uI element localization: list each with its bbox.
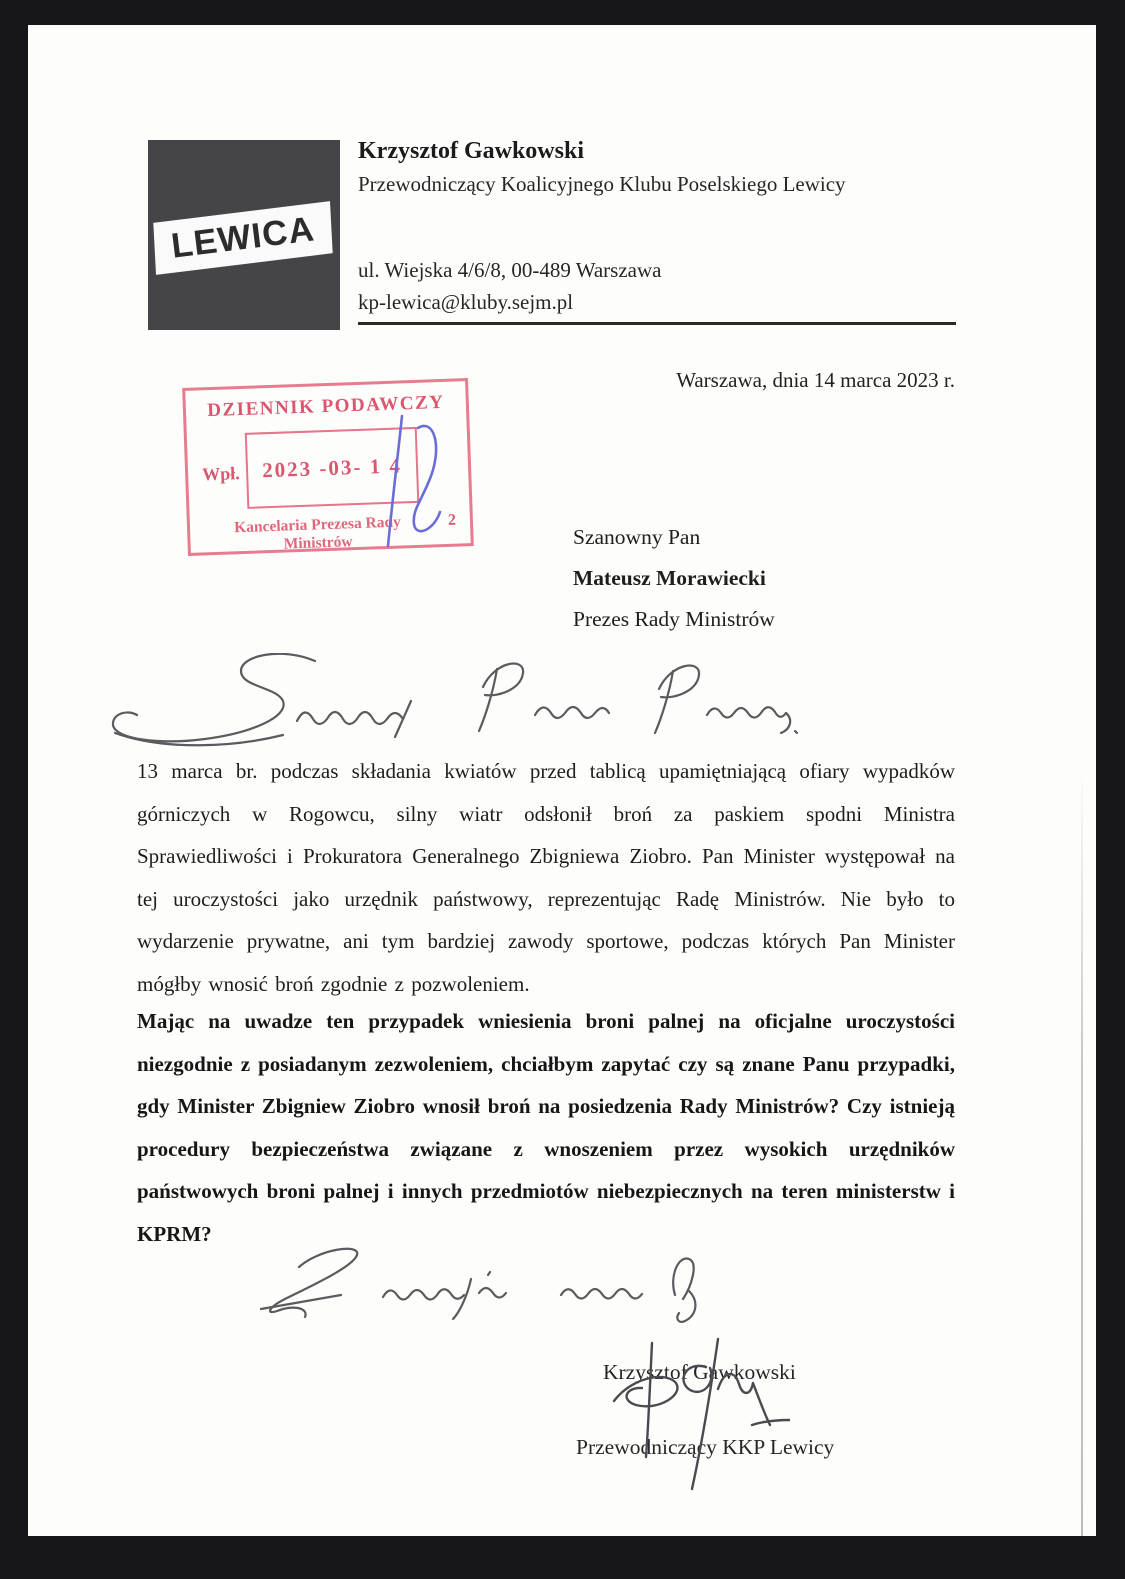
letterhead-address: ul. Wiejska 4/6/8, 00-489 Warszawa [358, 258, 662, 282]
body-paragraph-2: Mając na uwadze ten przypadek wniesienia broni palnej na oficjalne uroczystości niezgodnie z posiadanym zezwoleniem, chciałbym zapytać czy są znane Panu przypadki, gdy Minister Zbigniew Ziobro wnosił broń na posiedzenia Rady Ministrów? Czy istnieją procedury bezpieczeństwa związane z wnoszeniem przez wysokich urzędników państwowych broni palnej i innych przedmiotów niebezpiecznych na teren ministerstw i KPRM? [137, 1009, 955, 1246]
stamp-received-label: Wpł. [201, 463, 241, 485]
handwritten-greeting [105, 653, 800, 753]
recipient-name: Mateusz Morawiecki [573, 566, 766, 590]
scan-artifact-line [1081, 765, 1083, 1536]
stamp-title: DZIENNIK PODAWCZY [207, 391, 445, 422]
lewica-logo [148, 140, 340, 330]
stamp-office-name: Kancelaria Prezesa Rady Ministrów [233, 513, 402, 553]
recipient-title: Prezes Rady Ministrów [573, 607, 775, 631]
lewica-logo-band [153, 201, 332, 275]
stamp-number: 2 [447, 511, 457, 529]
handwritten-signature [600, 1337, 790, 1497]
letterhead-sender-title: Przewodniczący Koalicyjnego Klubu Poselskiego Lewicy [358, 172, 846, 196]
recipient-salutation: Szanowny Pan [573, 525, 701, 549]
letterhead-email: kp-lewica@kluby.sejm.pl [358, 290, 574, 314]
handwritten-closing [255, 1243, 780, 1323]
signature-printed-title: Przewodniczący KKP Lewicy [576, 1435, 835, 1459]
dateline: Warszawa, dnia 14 marca 2023 r. [676, 368, 955, 392]
clerk-initials-handwriting [368, 412, 448, 552]
lewica-logo-text: LEWICA [169, 209, 317, 266]
stamp-date: 2023 -03- 1 4 [261, 452, 403, 482]
body-paragraph-1: 13 marca br. podczas składania kwiatów przed tablicą upamiętniającą ofiary wypadków górniczych w Rogowcu, silny wiatr odsłonił broń za paskiem spodni Ministra Sprawiedliwości i Prokuratora Generalnego Zbigniewa Ziobro. Pan Minister występował na tej uroczystości jako urzędnik państwowy, reprezentując Radę Ministrów. Nie było to wydarzenie prywatne, ani tym bardziej zawody sportowe, podczas których Pan Minister mógłby wnosić broń zgodnie z pozwoleniem. [137, 759, 955, 996]
letterhead-sender-name: Krzysztof Gawkowski [358, 138, 584, 164]
letter-page [28, 25, 1096, 1536]
signature-printed-name: Krzysztof Gawkowski [603, 1360, 796, 1384]
letterhead-divider [358, 322, 956, 325]
